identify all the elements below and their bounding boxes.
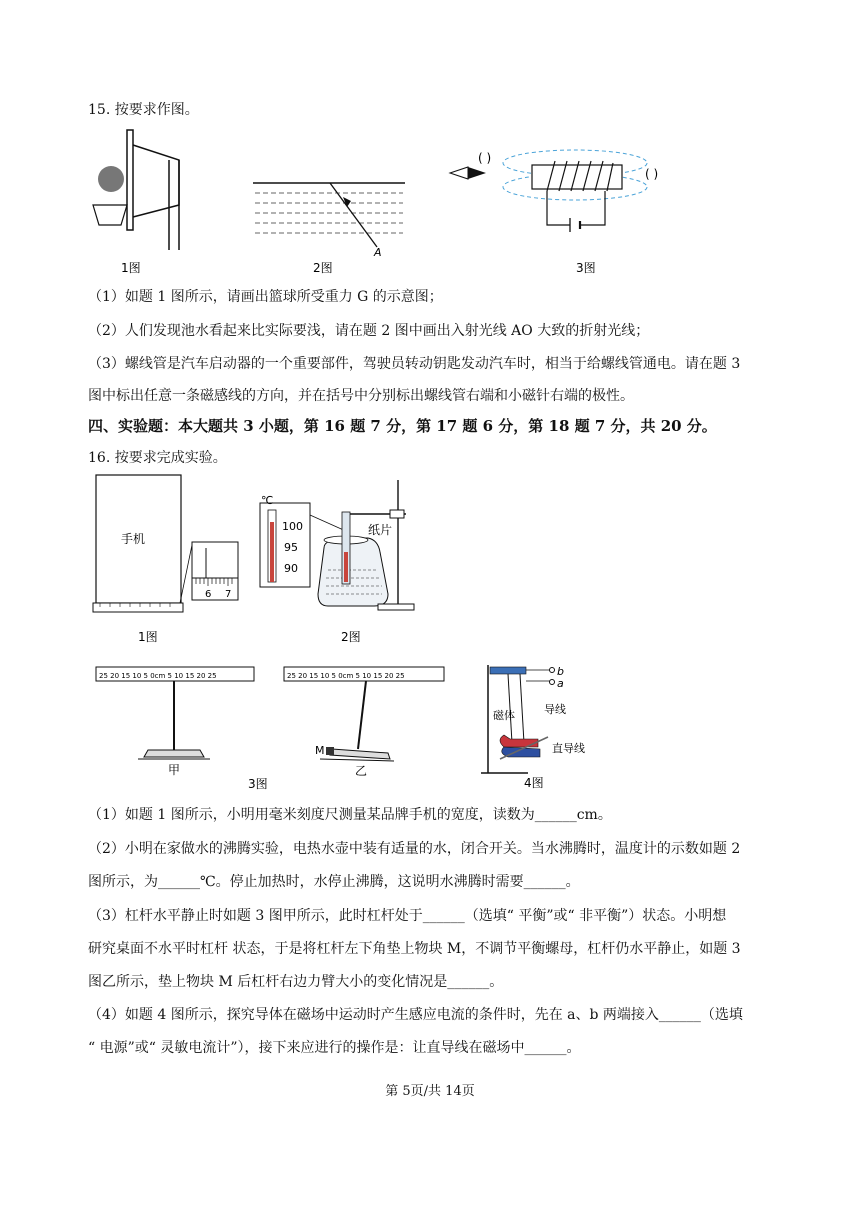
section-4-heading: 四、实验题：本大题共 3 小题，第 16 题 7 分，第 17 题 6 分，第 18 题 7 分，共 20 分。: [88, 417, 717, 435]
celsius-label: ℃: [261, 494, 274, 507]
lever-yi-figure: [284, 667, 444, 761]
lever-jia-scale: 25 20 15 10 5 0cm 5 10 15 20 25: [99, 672, 217, 680]
q16-fig2-caption: 2图: [341, 630, 361, 644]
q16-item-2: （2）小明在家做水的沸腾实验，电热水壶中装有适量的水，闭合开关。当水沸腾时，温度计的示数如题 2: [88, 841, 741, 857]
q15-figures: [85, 125, 685, 280]
straight-wire-label: 直导线: [552, 742, 585, 755]
temp-95: 95: [284, 541, 298, 554]
mercury-column: [270, 522, 274, 582]
phone-ruler-figure: [93, 475, 238, 612]
q16-fig4-caption: 4图: [524, 776, 544, 790]
q15-item-3: （3）螺线管是汽车启动器的一个重要部件，驾驶员转动钥匙发动汽车时，相当于给螺线管通电。请在题 3: [88, 356, 741, 372]
compass-needle-left: [450, 167, 468, 179]
page-footer: 第 5页/共 14页: [385, 1084, 475, 1099]
paper-label: 纸片: [368, 523, 393, 537]
lever-jia-label: 甲: [168, 763, 181, 777]
label-M: M: [315, 744, 325, 757]
q15-item-3-cont: 图中标出任意一条磁感线的方向，并在括号中分别标出螺线管右端和小磁针右端的极性。: [88, 388, 634, 404]
q15-heading: 15. 按要求作图。: [88, 102, 199, 118]
paren-left: ( ): [478, 151, 492, 165]
magnet-label: 磁体: [493, 709, 515, 722]
q15-item-1: （1）如题 1 图所示，请画出篮球所受重力 G 的示意图；: [88, 289, 443, 305]
q16-item-4: （4）如题 4 图所示，探究导体在磁场中运动时产生感应电流的条件时，先在 a、b 两端接入______（选填: [88, 1007, 743, 1023]
q15-item-2: （2）人们发现池水看起来比实际要浅，请在题 2 图中画出入射光线 AO 大致的折射光线；: [88, 323, 650, 339]
q16-item-3: （3）杠杆水平静止时如题 3 图甲所示，此时杠杆处于______（选填“ 平衡”或“ 非平衡”）状态。小明想: [88, 908, 727, 924]
q16-item-3-cont2: 图乙所示，垫上物块 M 后杠杆右边力臂大小的变化情况是______。: [88, 974, 504, 990]
basketball-icon: [98, 166, 124, 192]
label-A: A: [374, 246, 382, 259]
q16-figures-row1: [88, 470, 418, 650]
lever-jia-figure: [96, 667, 254, 759]
terminal-a: a: [557, 677, 564, 690]
q16-item-3-cont1: 研究桌面不水平时杠杆 状态，于是将杠杆左下角垫上物块 M，不调节平衡螺母，杠杆仍水平静止，如题 3: [88, 941, 741, 957]
phone-label: 手机: [121, 532, 146, 546]
compass-needle-right: [468, 167, 486, 179]
q15-fig1-caption: 1图: [121, 261, 141, 275]
q16-item-4-cont: “ 电源”或“ 灵敏电流计”），接下来应进行的操作是：让直导线在磁场中______。: [88, 1040, 581, 1056]
q16-item-1: （1）如题 1 图所示，小明用毫米刻度尺测量某品牌手机的宽度，读数为______cm。: [88, 807, 612, 823]
q16-fig1-caption: 1图: [138, 630, 158, 644]
temp-90: 90: [284, 562, 298, 575]
q16-heading: 16. 按要求完成实验。: [88, 450, 227, 466]
lever-yi-label: 乙: [355, 764, 368, 778]
q15-fig2-caption: 2图: [313, 261, 333, 275]
ruler-tick-6: 6: [205, 589, 212, 600]
basketball-hoop-figure: [93, 130, 179, 250]
ruler-tick-7: 7: [225, 589, 232, 600]
wire-label: 导线: [544, 703, 566, 716]
q15-fig3-caption: 3图: [576, 261, 596, 275]
lever-yi-scale: 25 20 15 10 5 0cm 5 10 15 20 25: [287, 672, 405, 680]
q16-item-2-cont: 图所示，为______℃。停止加热时，水停止沸腾，这说明水沸腾时需要______。: [88, 874, 580, 890]
q16-figures-row2: [88, 655, 608, 795]
water-refraction-figure: [253, 183, 405, 247]
q16-fig3-caption: 3图: [248, 777, 268, 791]
temp-100: 100: [282, 520, 303, 533]
paren-right: ( ): [645, 167, 659, 181]
terminal-b: b: [557, 665, 564, 678]
